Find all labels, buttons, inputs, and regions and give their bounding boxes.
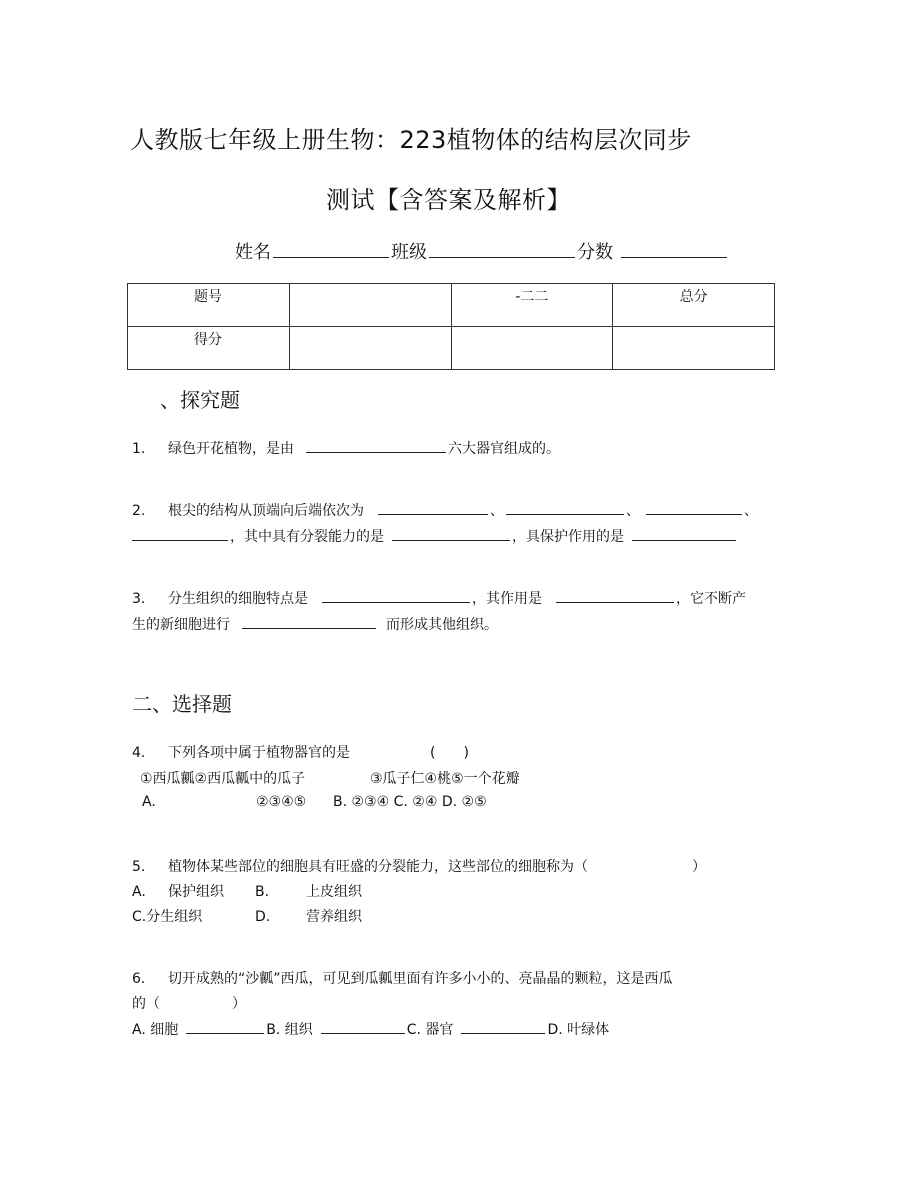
name-blank[interactable] xyxy=(273,243,389,258)
question-6-options xyxy=(132,1019,609,1039)
option-a[interactable] xyxy=(132,881,224,901)
question-number: 4. xyxy=(132,745,146,761)
question-text: 而形成其他组织。 xyxy=(386,617,498,633)
table-cell[interactable] xyxy=(289,327,451,370)
question-4-stem xyxy=(132,742,350,762)
question-3-line2 xyxy=(132,614,498,634)
question-text: 分生组织的细胞特点是 xyxy=(168,591,308,607)
section-heading: 二、选择题 xyxy=(132,692,232,716)
answer-blank[interactable] xyxy=(306,438,446,453)
option-a-text: 保护组织 xyxy=(168,884,224,900)
option-b[interactable] xyxy=(255,881,362,901)
question-text: 绿色开花植物，是由 xyxy=(168,441,294,457)
class-blank[interactable] xyxy=(429,243,575,258)
option-spacer xyxy=(321,1019,405,1034)
question-text: 根尖的结构从顶端向后端依次为 xyxy=(168,503,364,519)
answer-blank[interactable] xyxy=(646,500,742,515)
question-text: ，其中具有分裂能力的是 xyxy=(230,529,384,545)
question-3-line1 xyxy=(132,588,746,608)
option-spacer xyxy=(461,1019,545,1034)
class-label: 班级 xyxy=(391,242,427,263)
option-b-text: 上皮组织 xyxy=(306,884,362,900)
answer-blank[interactable] xyxy=(132,526,228,541)
question-text: 六大器官组成的。 xyxy=(448,441,560,457)
table-cell: 题号 xyxy=(128,284,290,327)
option-d[interactable]: D. 叶绿体 xyxy=(547,1022,610,1038)
separator: 、 xyxy=(490,503,504,519)
question-text: 生的新细胞进行 xyxy=(132,617,230,633)
question-1 xyxy=(132,438,560,458)
section-heading: 、探究题 xyxy=(160,388,240,412)
score-table-score-row xyxy=(128,327,775,370)
score-table xyxy=(127,283,775,370)
question-5-stem xyxy=(132,856,588,876)
answer-blank[interactable] xyxy=(392,526,510,541)
options-b-c-d[interactable]: B. ②③④ C. ②④ D. ②⑤ xyxy=(333,794,487,810)
table-cell xyxy=(289,284,451,327)
option-a-label: A. xyxy=(132,884,146,900)
question-6-stem-2: 的（ xyxy=(132,996,160,1012)
option-b-label: B. xyxy=(255,884,270,900)
paren-close: ） xyxy=(692,859,706,875)
option-d-text: 营养组织 xyxy=(306,909,362,925)
score-label: 分数 xyxy=(577,242,613,263)
option-d-label: D. xyxy=(255,909,271,925)
paren-close: ） xyxy=(232,996,246,1012)
answer-blank[interactable] xyxy=(506,500,624,515)
score-blank[interactable] xyxy=(621,243,727,258)
separator: 、 xyxy=(626,503,640,519)
table-cell: 得分 xyxy=(128,327,290,370)
question-number: 1. xyxy=(132,441,146,457)
question-text: 下列各项中属于植物器官的是 xyxy=(168,745,350,761)
question-number: 3. xyxy=(132,591,146,607)
option-c[interactable]: C.分生组织 xyxy=(132,909,203,925)
option-d[interactable] xyxy=(255,906,362,926)
answer-blank[interactable] xyxy=(556,588,674,603)
question-4-items-b: ③瓜子仁④桃⑤一个花瓣 xyxy=(370,771,520,787)
answer-parentheses[interactable]: ( ) xyxy=(430,745,469,761)
option-a-value[interactable]: ②③④⑤ xyxy=(256,794,307,810)
answer-blank[interactable] xyxy=(378,500,488,515)
separator: 、 xyxy=(744,503,758,519)
document-title-line1: 人教版七年级上册生物：223植物体的结构层次同步 xyxy=(130,126,692,154)
question-number: 5. xyxy=(132,859,146,875)
table-cell[interactable] xyxy=(451,327,613,370)
question-4-items-a: ①西瓜瓤②西瓜瓤中的瓜子 xyxy=(140,771,306,787)
question-6-stem xyxy=(132,968,673,988)
answer-blank[interactable] xyxy=(322,588,470,603)
question-2-line2 xyxy=(132,526,738,546)
table-cell: -二二 xyxy=(451,284,613,327)
question-text: ，其作用是 xyxy=(472,591,542,607)
question-number: 6. xyxy=(132,971,146,987)
question-text: 植物体某些部位的细胞具有旺盛的分裂能力，这些部位的细胞称为（ xyxy=(168,859,588,875)
option-a-label[interactable]: A. xyxy=(142,794,156,810)
name-label: 姓名 xyxy=(235,242,271,263)
answer-blank[interactable] xyxy=(632,526,736,541)
question-2-line1 xyxy=(132,500,758,520)
option-b[interactable]: B. 组织 xyxy=(266,1022,313,1038)
option-spacer xyxy=(186,1019,264,1034)
option-a[interactable]: A. 细胞 xyxy=(132,1022,179,1038)
question-text: 切开成熟的“沙瓤”西瓜，可见到瓜瓤里面有许多小小的、亮晶晶的颗粒，这是西瓜 xyxy=(168,971,673,987)
question-number: 2. xyxy=(132,503,146,519)
table-cell: 总分 xyxy=(613,284,775,327)
option-c[interactable]: C. 器官 xyxy=(406,1022,454,1038)
question-text: ，它不断产 xyxy=(676,591,746,607)
table-cell[interactable] xyxy=(613,327,775,370)
answer-blank[interactable] xyxy=(242,614,376,629)
student-info-line xyxy=(235,238,729,264)
score-table-header-row xyxy=(128,284,775,327)
document-title-line2: 测试【含答案及解析】 xyxy=(326,186,571,214)
question-text: ，具保护作用的是 xyxy=(512,529,624,545)
